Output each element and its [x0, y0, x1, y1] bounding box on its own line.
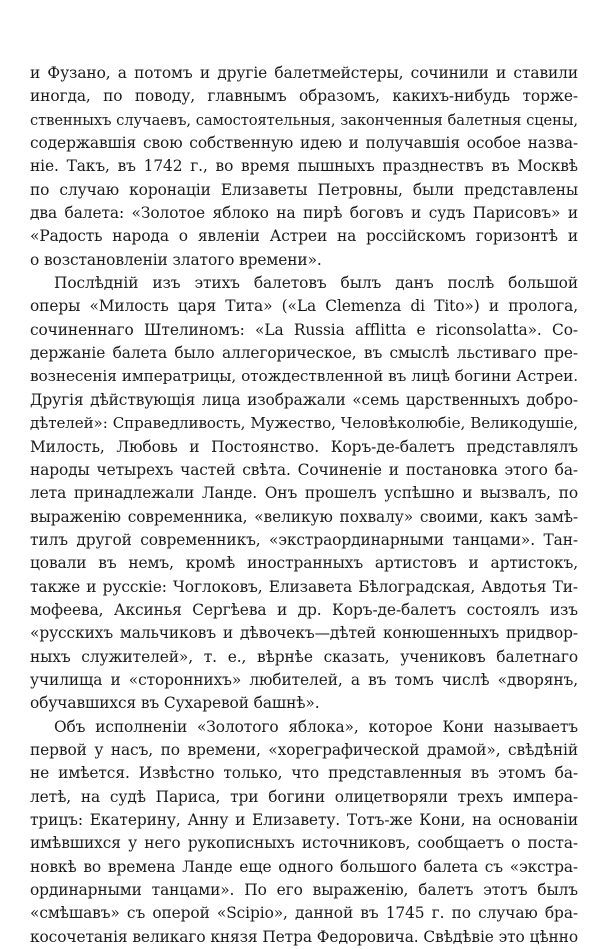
text-line: содержавшія свою собственную идею и получавшія особое назва-	[30, 134, 578, 153]
paragraph-2	[30, 272, 578, 716]
text-line: выраженію современника, «великую похвалу» своими, какъ замѣ-	[30, 507, 578, 526]
text-line: имѣвшихся у него рукописныхъ источниковъ, сообщаетъ о поста-	[30, 834, 578, 853]
text-line: первой у насъ, по времени, «хореграфической драмой», свѣдѣній	[30, 740, 578, 759]
text-line: также и русскіе: Чоглоковъ, Елизавета Бѣлоградская, Авдотья Ти-	[30, 577, 578, 596]
text-line: новкѣ во времена Ланде еще одного большого балета съ «экстра-	[30, 857, 578, 876]
text-line: ординарными танцами». По его выраженію, балетъ этотъ былъ	[30, 881, 578, 900]
text-line: ственныхъ случаевъ, самостоятельныя, законченныя балетныя сцены,	[30, 111, 578, 129]
text-line: лета принадлежали Ланде. Онъ прошелъ успѣшно и вызвалъ, по	[30, 484, 578, 503]
text-line: летѣ, на судѣ Париса, три богини олицетворяли трехъ импера-	[30, 787, 578, 806]
text-line: вознесенія императрицы, отождествленной въ лицѣ богини Астреи.	[30, 367, 578, 386]
text-line: народы четырехъ частей свѣта. Сочиненіе и постановка этого ба-	[30, 460, 578, 479]
text-line: о возстановленіи златого времени».	[30, 250, 322, 269]
text-line: цовали въ немъ, кромѣ иностранныхъ артистовъ и артистокъ,	[30, 554, 578, 573]
text-line: и Фузано, а потомъ и другіе балетмейстеры, сочинили и ставили	[30, 64, 578, 82]
text-line: не имѣется. Извѣстно только, что представленныя въ этомъ ба-	[30, 764, 578, 783]
text-line: ніе. Такъ, въ 1742 г., во время пышныхъ празднествъ въ Москвѣ	[30, 157, 578, 176]
text-line: «смѣшавъ» съ оперой «Scipio», данной въ 1745 г. по случаю бра-	[30, 904, 578, 923]
paragraph-3	[30, 716, 578, 949]
text-line: тилъ другой современникъ, «экстраординарными танцами». Тан-	[30, 530, 578, 549]
text-line: два балета: «Золотое яблоко на пирѣ боговъ и судъ Парисовъ» и	[30, 204, 578, 223]
text-line: держаніе балета было аллегорическое, въ смыслѣ льстиваго пре-	[30, 344, 578, 363]
text-line: иногда, по поводу, главнымъ образомъ, какихъ-нибудь торже-	[30, 87, 578, 106]
text-line: дѣтелей»: Справедливость, Мужество, Человѣколюбіе, Великодушіе,	[30, 414, 578, 433]
text-line: «Радость народа о явленіи Астреи на россійскомъ горизонтѣ и	[30, 227, 578, 246]
text-line: Послѣдній изъ этихъ балетовъ былъ данъ послѣ большой	[54, 274, 578, 293]
text-line: оперы «Милость царя Тита» («La Clemenza di Tito») и пролога,	[30, 297, 578, 316]
paragraph-1	[30, 62, 578, 272]
text-line: Объ исполненіи «Золотого яблока», которое Кони называетъ	[54, 717, 578, 736]
text-line: Другія дѣйствующія лица изображали «семь царственныхъ добро-	[30, 390, 578, 409]
text-line: Милость, Любовь и Постоянство. Коръ-де-балетъ представлялъ	[30, 437, 578, 456]
book-page	[30, 62, 578, 949]
text-line: по случаю коронаціи Елизаветы Петровны, были представлены	[30, 180, 578, 199]
text-line: ныхъ служителей», т. е., вѣрнѣе сказать, учениковъ балетнаго	[30, 647, 578, 666]
text-line: училища и «стороннихъ» любителей, а въ томъ числѣ «дворянъ,	[30, 670, 578, 689]
text-line: «русскихъ мальчиковъ и дѣвочекъ—дѣтей конюшенныхъ придвор-	[30, 624, 578, 643]
text-line: сочиненнаго Штелиномъ: «La Russia afflitta e riconsolatta». Со-	[30, 320, 578, 339]
text-line: трицъ: Екатерину, Анну и Елизавету. Тотъ-же Кони, на основаніи	[30, 811, 578, 829]
text-line: мофеева, Аксинья Сергѣева и др. Коръ-де-балетъ состоялъ изъ	[30, 600, 578, 619]
text-line: обучавшихся въ Сухаревой башнѣ».	[30, 694, 320, 713]
text-line: косочетанія великаго князя Петра Федоровича. Свѣдѣвіе это цѣнно	[30, 927, 578, 946]
